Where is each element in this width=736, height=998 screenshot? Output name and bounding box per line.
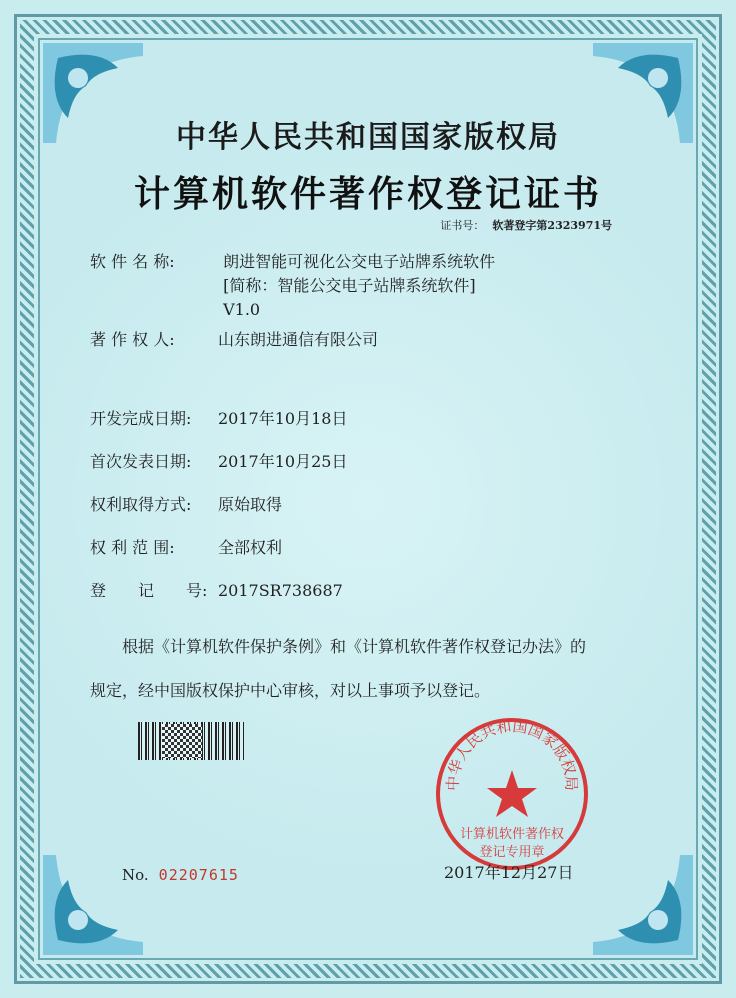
seal-outer-text: 中华人民共和国国家版权局 <box>443 717 581 792</box>
software-name-row <box>90 250 495 322</box>
certificate-number <box>440 217 612 233</box>
corner-ornament-bottom-right <box>588 850 698 960</box>
first-publish-date-row <box>90 450 347 474</box>
issue-date: 2017年12月27日 <box>444 863 574 882</box>
registration-number-label: 登 记 号: <box>90 581 208 600</box>
software-name-value <box>223 250 495 322</box>
software-name-line: 朗进智能可视化公交电子站牌系统软件 <box>223 252 496 271</box>
registration-number-row <box>90 579 343 603</box>
serial-value: 02207615 <box>158 866 239 884</box>
copyright-owner-value: 山东朗进通信有限公司 <box>218 330 379 349</box>
rights-scope-label: 权 利 范 围: <box>90 538 175 557</box>
rights-acquisition-value: 原始取得 <box>218 495 283 514</box>
serial-label: No. <box>122 866 149 884</box>
first-publish-date-label: 首次发表日期: <box>90 452 192 471</box>
rights-acquisition-label: 权利取得方式: <box>90 495 192 514</box>
software-name-line: [简称：智能公交电子站牌系统软件] <box>223 276 476 295</box>
statement-line-2: 规定，经中国版权保护中心审核，对以上事项予以登记。 <box>90 681 491 700</box>
rights-scope-value: 全部权利 <box>218 538 283 557</box>
seal-star-icon <box>487 770 537 817</box>
registration-number-value: 2017SR738687 <box>218 581 343 600</box>
certificate-title: 计算机软件著作权登记证书 <box>133 173 602 215</box>
seal-inner-line-1: 计算机软件著作权 <box>459 827 565 842</box>
first-publish-date-value: 2017年10月25日 <box>218 452 348 471</box>
copyright-owner-row <box>90 328 378 352</box>
issuer-title: 中华人民共和国国家版权局 <box>176 120 560 155</box>
serial-number <box>122 866 239 884</box>
rights-acquisition-row <box>90 493 282 517</box>
official-seal <box>432 714 592 874</box>
software-name-label: 软 件 名 称: <box>90 252 175 271</box>
copyright-owner-label: 著 作 权 人: <box>90 330 175 349</box>
statement-line-1: 根据《计算机软件保护条例》和《计算机软件著作权登记办法》的 <box>122 637 587 656</box>
completion-date-label: 开发完成日期: <box>90 409 192 428</box>
completion-date-value: 2017年10月18日 <box>218 409 348 428</box>
qr-code <box>162 724 202 758</box>
completion-date-row <box>90 407 347 431</box>
certificate-number-value: 软著登字第2323971号 <box>492 219 612 232</box>
rights-scope-row <box>90 536 282 560</box>
software-name-line: V1.0 <box>223 300 261 319</box>
seal-inner-line-2: 登记专用章 <box>479 845 545 860</box>
certificate-number-label: 证书号： <box>440 219 485 232</box>
